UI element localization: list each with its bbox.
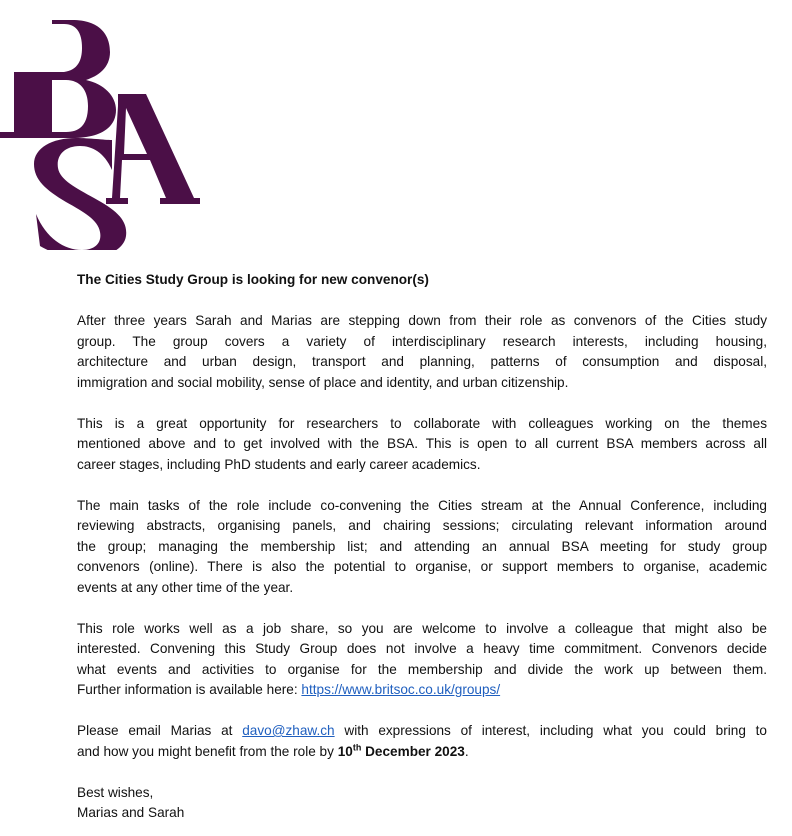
email-link[interactable]: davo@zhaw.ch — [242, 723, 335, 738]
text-line: interested. Convening this Study Group does not involve a heavy time commitment. Convenors decide — [77, 641, 767, 656]
deadline-sup: th — [352, 741, 362, 752]
text-line: The main tasks of the role include co-convening the Cities stream at the Annual Conference, including — [77, 497, 767, 513]
text-line: career stages, including PhD students and early career academics. — [77, 456, 481, 472]
text-line: convenors (online). There is also the potential to organise, or support members to organise, academic — [77, 559, 767, 574]
further-info-text: Further information is available here: — [77, 682, 302, 697]
deadline — [337, 741, 465, 759]
contact-prefix: Please email Marias at — [77, 723, 243, 738]
document-title: The Cities Study Group is looking for new convenor(s) — [77, 272, 429, 287]
bsa-logo-shapes — [0, 20, 200, 250]
text-line: This role works well as a job share, so you are welcome to involve a colleague that might also be — [77, 620, 767, 636]
text-line: reviewing abstracts, organising panels, and chairing sessions; circulating relevant information around — [77, 518, 767, 533]
text-line: This is a great opportunity for researchers to collaborate with colleagues working on the themes — [77, 415, 767, 431]
bsa-logo — [0, 10, 210, 250]
paragraph-4 — [77, 619, 767, 701]
contact-suffix: with expressions of interest, including what you could bring to — [334, 723, 767, 738]
contact-end: . — [464, 743, 469, 759]
deadline-day: 10 — [337, 743, 353, 759]
signoff-greeting: Best wishes, — [77, 784, 154, 800]
text-line: what events and activities to organise for the membership and divide the work up between them. — [77, 661, 767, 677]
groups-link[interactable]: https://www.britsoc.co.uk/groups/ — [301, 682, 501, 697]
text-line: mentioned above and to get involved with the BSA. This is open to all current BSA members across all — [77, 436, 767, 451]
logo-letter-a — [106, 94, 200, 204]
text-line: architecture and urban design, transport and planning, patterns of consumption and disposal, — [77, 354, 767, 369]
contact-paragraph — [77, 721, 767, 762]
text-line: immigration and social mobility, sense of place and identity, and urban citizenship. — [77, 374, 569, 390]
text-line: group. The group covers a variety of interdisciplinary research interests, including housing, — [77, 333, 767, 349]
contact-line2: and how you might benefit from the role by — [77, 743, 338, 759]
paragraph-2 — [77, 414, 767, 476]
text-line — [77, 721, 767, 742]
text-line: After three years Sarah and Marias are stepping down from their role as convenors of the Cities study — [77, 313, 767, 328]
text-line: events at any other time of the year. — [77, 579, 294, 595]
paragraph-1 — [77, 311, 767, 393]
text-line — [77, 742, 767, 763]
signoff-names: Marias and Sarah — [77, 805, 185, 820]
further-info-line — [77, 680, 767, 701]
logo-letter-b — [0, 20, 116, 138]
paragraph-3 — [77, 496, 767, 599]
deadline-rest: December 2023 — [361, 743, 465, 759]
document-body — [77, 270, 767, 824]
text-line: the group; managing the membership list; and attending an annual BSA meeting for study group — [77, 538, 767, 554]
